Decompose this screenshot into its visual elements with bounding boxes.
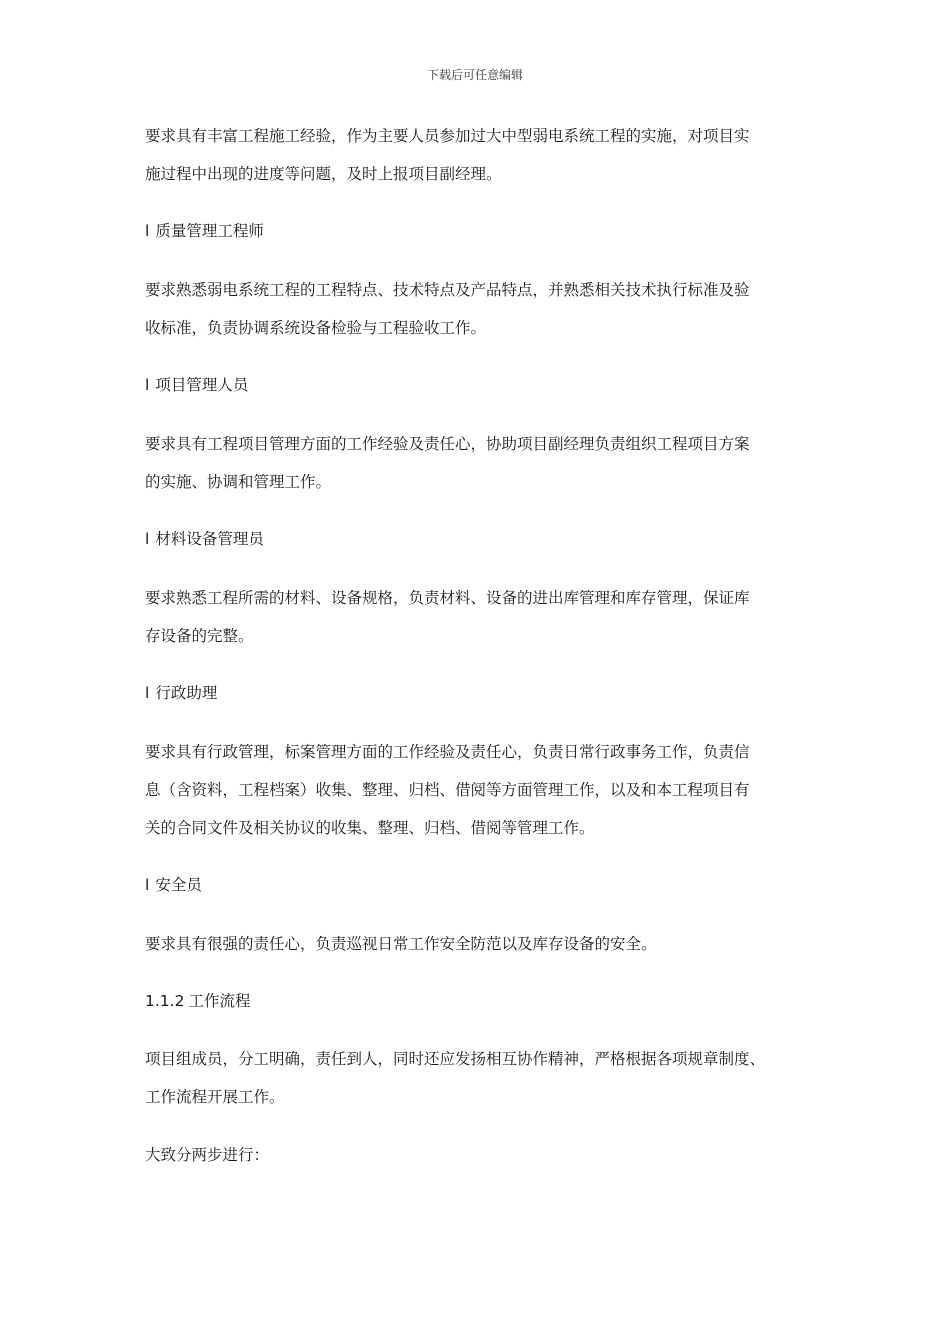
paragraph-line: 要求熟悉弱电系统工程的工程特点、技术特点及产品特点，并熟悉相关技术执行标准及验 bbox=[145, 281, 750, 299]
paragraph-line: 要求具有行政管理，标案管理方面的工作经验及责任心，负责日常行政事务工作，负责信 bbox=[145, 743, 750, 761]
bullet-icon: l bbox=[145, 222, 150, 240]
role-item-quality-engineer bbox=[145, 212, 815, 250]
bullet-icon: l bbox=[145, 530, 150, 548]
role-item-project-manager bbox=[145, 366, 815, 404]
role-title: 安全员 bbox=[155, 876, 202, 894]
role-title: 行政助理 bbox=[155, 684, 218, 702]
role-title: 项目管理人员 bbox=[155, 376, 249, 394]
section-heading bbox=[145, 982, 815, 1020]
role-item-admin-assistant bbox=[145, 674, 815, 712]
role-item-safety-officer bbox=[145, 866, 815, 904]
paragraph-line: 的实施、协调和管理工作。 bbox=[145, 473, 332, 491]
bullet-icon: l bbox=[145, 876, 150, 894]
page-header: 下载后可任意编辑 bbox=[426, 68, 523, 82]
paragraph-line: 要求具有工程项目管理方面的工作经验及责任心，协助项目副经理负责组织工程项目方案 bbox=[145, 435, 750, 453]
section-number: 1.1.2 bbox=[145, 992, 185, 1010]
paragraph-line: 收标准，负责协调系统设备检验与工程验收工作。 bbox=[145, 319, 487, 337]
paragraph-line: 存设备的完整。 bbox=[145, 627, 254, 645]
paragraph-line: 要求具有很强的责任心，负责巡视日常工作安全防范以及库存设备的安全。 bbox=[145, 935, 657, 953]
role-item-materials-manager bbox=[145, 520, 815, 558]
section-title: 工作流程 bbox=[188, 992, 251, 1010]
paragraph-line: 大致分两步进行： bbox=[145, 1146, 270, 1164]
role-title: 材料设备管理员 bbox=[155, 530, 264, 548]
bullet-icon: l bbox=[145, 376, 150, 394]
paragraph-line: 要求具有丰富工程施工经验，作为主要人员参加过大中型弱电系统工程的实施，对项目实 bbox=[145, 127, 750, 145]
paragraph-line: 息（含资料，工程档案）收集、整理、归档、借阅等方面管理工作，以及和本工程项目有 bbox=[145, 781, 750, 799]
paragraph-line: 项目组成员，分工明确，责任到人，同时还应发扬相互协作精神，严格根据各项规章制度、 bbox=[145, 1050, 766, 1068]
paragraph-line: 要求熟悉工程所需的材料、设备规格，负责材料、设备的进出库管理和库存管理，保证库 bbox=[145, 589, 750, 607]
role-title: 质量管理工程师 bbox=[155, 222, 264, 240]
paragraph-line: 施过程中出现的进度等问题，及时上报项目副经理。 bbox=[145, 165, 502, 183]
bullet-icon: l bbox=[145, 684, 150, 702]
paragraph-line: 关的合同文件及相关协议的收集、整理、归档、借阅等管理工作。 bbox=[145, 819, 595, 837]
paragraph-line: 工作流程开展工作。 bbox=[145, 1088, 285, 1106]
